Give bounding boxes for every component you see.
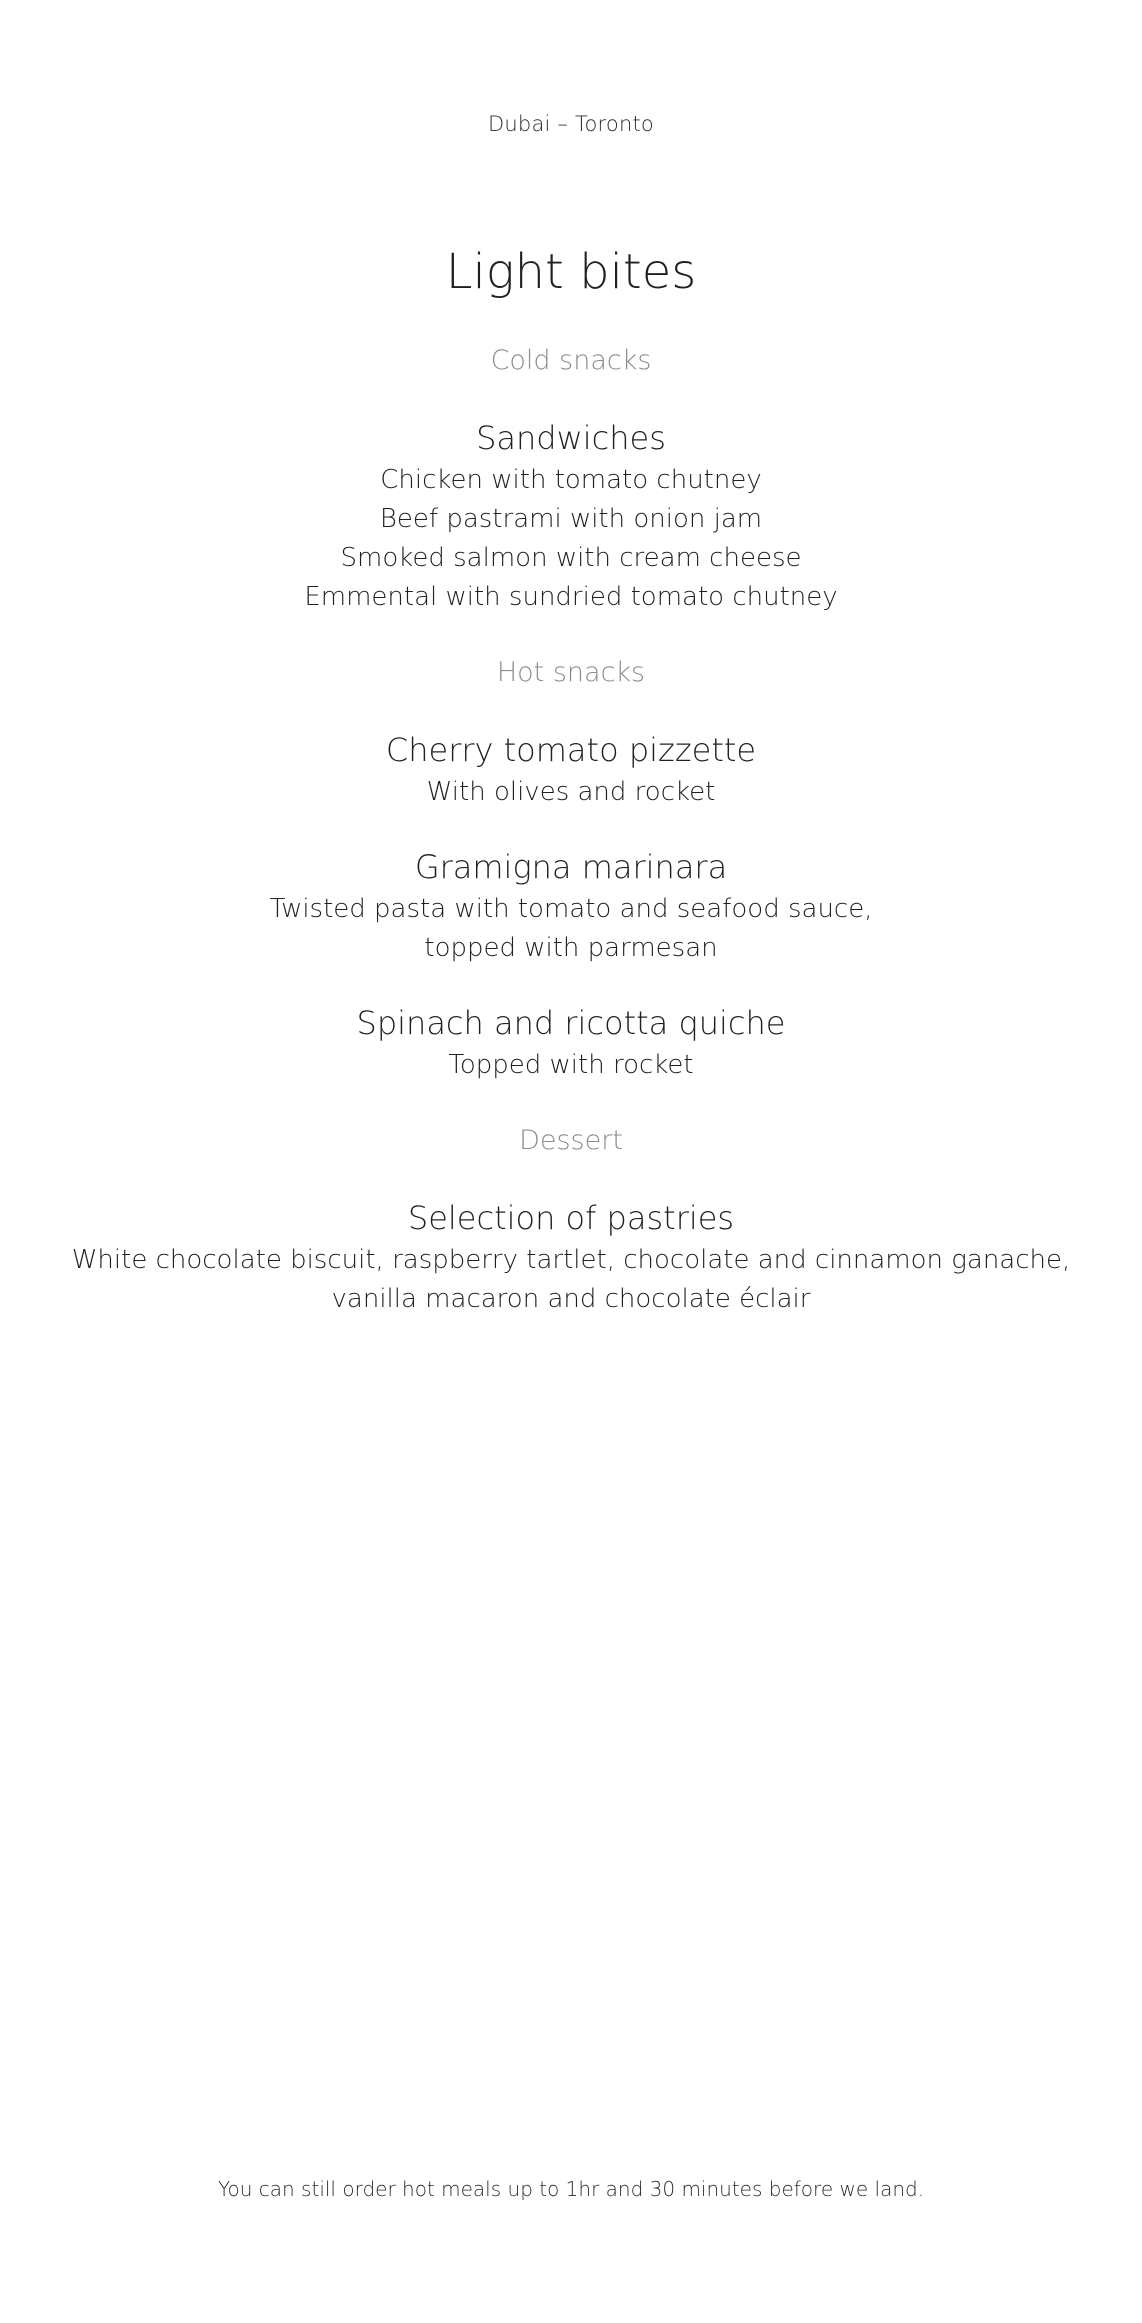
dish-description: Twisted pasta with tomato and seafood sauce, [269, 894, 873, 924]
sandwich-item: Smoked salmon with cream cheese [340, 543, 802, 573]
dish-name-spinach-ricotta-quiche: Spinach and ricotta quiche [356, 1004, 786, 1042]
page-title: Light bites [445, 244, 697, 300]
dish-description: White chocolate biscuit, raspberry tartlet, chocolate and cinnamon ganache, [71, 1245, 1071, 1275]
sandwich-item: Beef pastrami with onion jam [379, 504, 763, 534]
route-label: Dubai – Toronto [488, 112, 654, 136]
dish-name-cherry-tomato-pizzette: Cherry tomato pizzette [385, 731, 757, 769]
section-heading-cold-snacks: Cold snacks [490, 345, 652, 376]
dish-description: vanilla macaron and chocolate éclair [331, 1284, 811, 1314]
sandwich-item: Emmental with sundried tomato chutney [304, 582, 838, 612]
dish-description: With olives and rocket [426, 777, 716, 807]
dish-name-sandwiches: Sandwiches [476, 419, 666, 457]
section-heading-hot-snacks: Hot snacks [496, 657, 646, 688]
dish-name-selection-of-pastries: Selection of pastries [407, 1199, 735, 1237]
sandwich-item: Chicken with tomato chutney [380, 465, 762, 495]
dish-description: topped with parmesan [424, 933, 718, 963]
dish-name-gramigna-marinara: Gramigna marinara [414, 848, 728, 886]
section-heading-dessert: Dessert [519, 1125, 623, 1156]
footer-note: You can still order hot meals up to 1hr and 30 minutes before we land. [217, 2177, 925, 2201]
dish-description: Topped with rocket [448, 1050, 694, 1080]
